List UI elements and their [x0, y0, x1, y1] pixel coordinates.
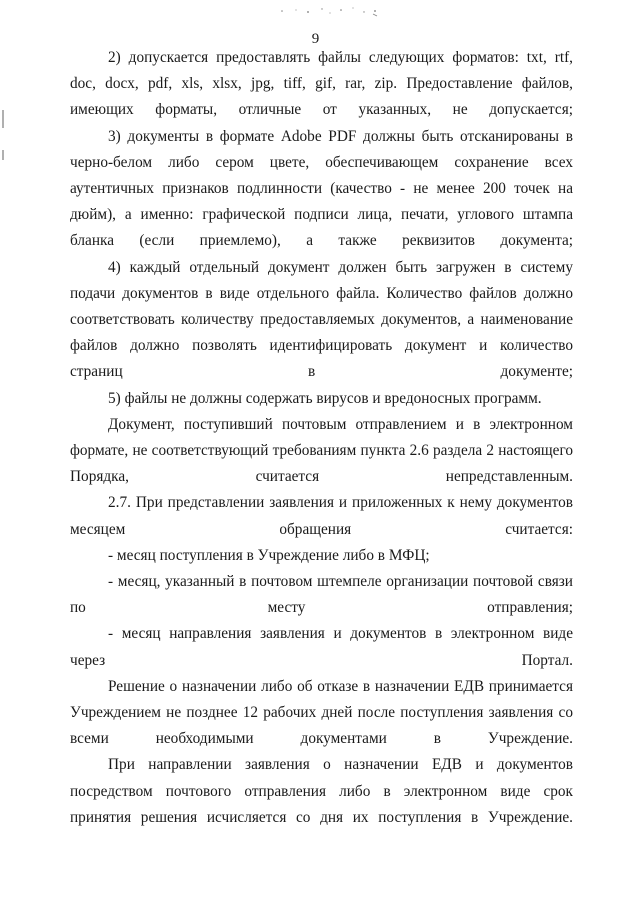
paragraph-file-formats: 2) допускается предоставлять файлы следующих форматов: txt, rtf, doc, docx, pdf, xls, xlsx, jpg, tiff, gif, rar, zip. Предоставление файлов, имеющих форматы, отличные от указанных, не допускается; — [70, 49, 573, 119]
page-number: 9 — [311, 31, 320, 47]
list-item-month-receipt: - месяц поступления в Учреждение либо в МФЦ; — [108, 546, 430, 564]
scan-edge-mark — [2, 110, 4, 128]
paragraph-section-2-7: 2.7. При представлении заявления и приложенных к нему документов месяцем обращения считается: — [70, 494, 573, 538]
scan-noise-marks — [278, 4, 388, 18]
paragraph-separate-file-upload: 4) каждый отдельный документ должен быть загружен в систему подачи документов в виде отдельного файла. Количество файлов должно соответствовать количеству предоставляемых документов, а наименование файлов должно позволять идентифицировать документ и количество страниц в документе; — [70, 258, 573, 381]
paragraph-pdf-scan-requirements: 3) документы в формате Adobe PDF должны быть отсканированы в черно-белом либо сером цвете, обеспечивающем сохранение всех аутентичных признаков подлинности (качество - не менее 200 точек на дюйм), а именно: графической подписи лица, печати, углового штампа бланка (если приемлемо), а также реквизитов документа; — [70, 127, 573, 250]
paragraph-no-viruses: 5) файлы не должны содержать вирусов и вредоносных программ. — [108, 389, 542, 407]
paragraph-decision-calculation: При направлении заявления о назначении ЕДВ и документов посредством почтового отправления либо в электронном виде срок принятия решения исчисляется со дня их поступления в Учреждение. — [70, 756, 573, 826]
paragraph-decision-deadline: Решение о назначении либо об отказе в назначении ЕДВ принимается Учреждением не позднее 12 рабочих дней после поступления заявления со всеми необходимыми документами в Учреждение. — [70, 677, 573, 748]
paragraph-non-compliant-document: Документ, поступивший почтовым отправлением и в электронном формате, не соответствующий требованиям пункта 2.6 раздела 2 настоящего Порядка, считается непредставленным. — [70, 415, 573, 486]
list-item-month-postmark: - месяц, указанный в почтовом штемпеле организации почтовой связи по месту отправления; — [70, 573, 573, 617]
scan-edge-mark — [2, 150, 4, 160]
document-body — [70, 45, 573, 831]
list-item-month-electronic: - месяц направления заявления и документов в электронном виде через Портал. — [70, 625, 573, 669]
